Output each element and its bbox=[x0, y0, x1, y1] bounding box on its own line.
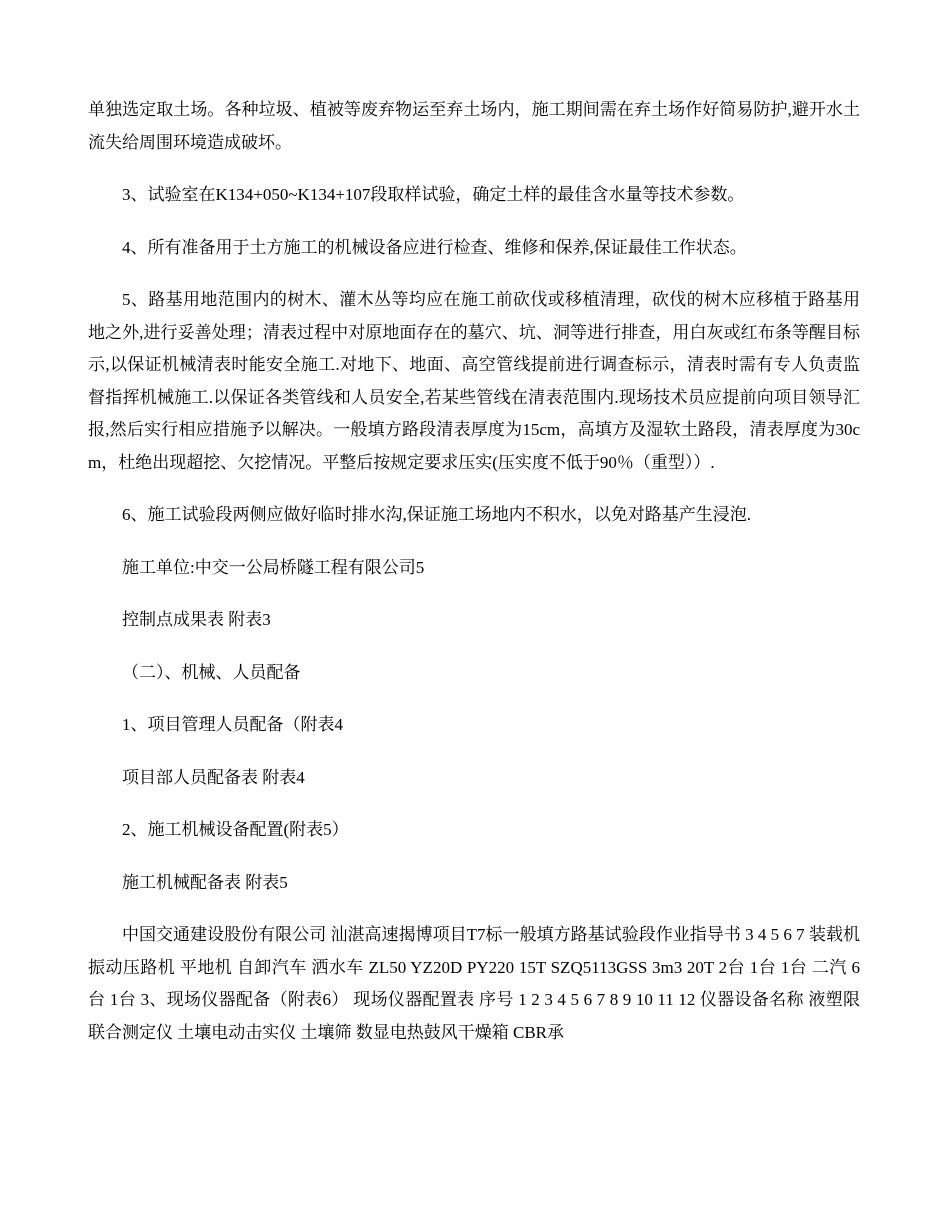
paragraph-control-points: 控制点成果表 附表3 bbox=[122, 610, 271, 629]
paragraph-machinery-config: 2、施工机械设备配置(附表5） bbox=[122, 820, 349, 839]
paragraph-lab-test: 3、试验室在K134+050~K134+107段取样试验，确定土样的最佳含水量等技术参数。 bbox=[122, 185, 745, 204]
paragraph-clearing: 5、路基用地范围内的树木、灌木丛等均应在施工前砍伐或移植清理，砍伐的树木应移植于路基用地之外,进行妥善处理；清表过程中对原地面存在的墓穴、坑、洞等进行排查，用白灰或红布条等醒目标示,以保证机械清表时能安全施工.对地下、地面、高空管线提前进行调查标示，清表时需有专人负责监督指挥机械施工.以保证各类管线和人员安全,若某些管线在清表范围内.现场技术员应提前向项目领导汇报,然后实行相应措施予以解决。一般填方路段清表厚度为15cm，高填方及湿软土路段，清表厚度为30cm，杜绝出现超挖、欠挖情况。平整后按规定要求压实(压实度不低于90％（重型））. bbox=[88, 290, 860, 472]
paragraph-equipment-check: 4、所有准备用于土方施工的机械设备应进行检查、维修和保养,保证最佳工作状态。 bbox=[122, 237, 747, 257]
paragraph-construction-unit: 施工单位:中交一公局桥隧工程有限公司5 bbox=[122, 557, 425, 577]
document-body bbox=[88, 94, 860, 1069]
paragraph-drainage: 6、施工试验段两侧应做好临时排水沟,保证施工场地内不积水，以免对路基产生浸泡. bbox=[122, 505, 751, 524]
paragraph-borrow-site: 单独选定取土场。各种垃圾、植被等废弃物运至弃土场内，施工期间需在弃土场作好简易防护,避开水土流失给周围环境造成破坏。 bbox=[88, 100, 860, 152]
section-heading-machinery-staff: （二）、机械、人员配备 bbox=[122, 662, 301, 682]
paragraph-machinery-table: 施工机械配备表 附表5 bbox=[122, 872, 288, 892]
paragraph-table-text: 中国交通建设股份有限公司 汕湛高速揭博项目T7标一般填方路基试验段作业指导书 3 4 5 6 7 装载机 振动压路机 平地机 自卸汽车 洒水车 ZL50 YZ20D PY220 15T SZQ5113GSS 3m3 20T 2台 1台 1台 二汽 6台 1台 3、现场仪器配备（附表6） 现场仪器配置表 序号 1 2 3 4 5 6 7 8 9 10 11 12 仪器设备名称 液塑限联合测定仪 土壤电动击实仪 土壤筛 数显电热鼓风干燥箱 CBR承 bbox=[88, 925, 860, 1042]
paragraph-management-staff: 1、项目管理人员配备（附表4 bbox=[122, 715, 343, 734]
paragraph-staff-table: 项目部人员配备表 附表4 bbox=[122, 767, 305, 787]
